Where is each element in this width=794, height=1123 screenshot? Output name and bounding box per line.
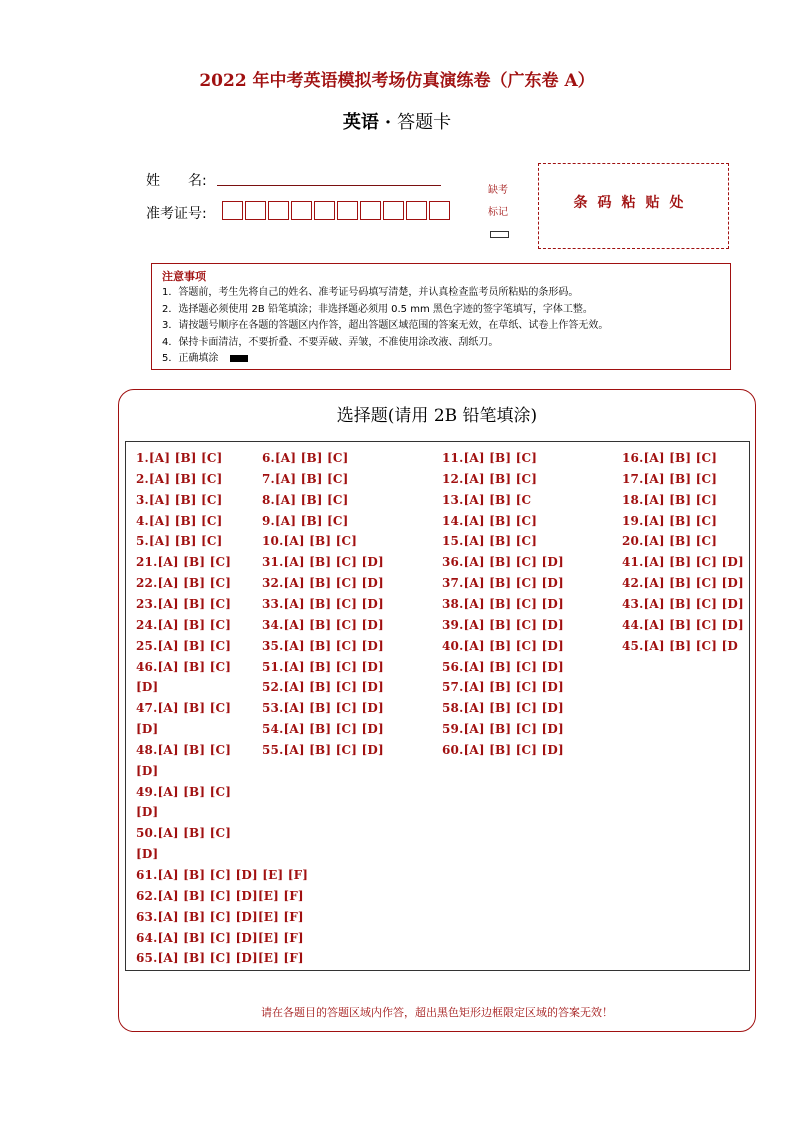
answer-row[interactable]: 5.[A] [B] [C]	[136, 534, 223, 549]
answer-row[interactable]: [D]	[136, 805, 159, 820]
answer-row[interactable]: 21.[A] [B] [C]	[136, 555, 232, 570]
answer-row[interactable]: 33.[A] [B] [C] [D]	[262, 596, 384, 611]
answer-row[interactable]: 58.[A] [B] [C] [D]	[442, 701, 564, 716]
answer-row[interactable]: 57.[A] [B] [C] [D]	[442, 680, 564, 695]
answer-row[interactable]: 46.[A] [B] [C]	[136, 659, 232, 674]
id-digit-box[interactable]	[429, 201, 450, 220]
answer-row[interactable]: 41.[A] [B] [C] [D]	[622, 555, 744, 570]
answer-row[interactable]: 17.[A] [B] [C]	[622, 471, 718, 486]
answer-row[interactable]: 31.[A] [B] [C] [D]	[262, 555, 384, 570]
answer-row[interactable]: 24.[A] [B] [C]	[136, 617, 232, 632]
answer-row[interactable]: 2.[A] [B] [C]	[136, 471, 223, 486]
id-digit-box[interactable]	[268, 201, 289, 220]
answer-row[interactable]: 42.[A] [B] [C] [D]	[622, 576, 744, 591]
id-digit-box[interactable]	[314, 201, 335, 220]
answer-row[interactable]: 51.[A] [B] [C] [D]	[262, 659, 384, 674]
answer-row[interactable]: 32.[A] [B] [C] [D]	[262, 576, 384, 591]
name-label: 姓 名:	[146, 173, 207, 189]
answer-row[interactable]: 40.[A] [B] [C] [D]	[442, 638, 564, 653]
answer-row[interactable]: 4.[A] [B] [C]	[136, 513, 223, 528]
answer-row[interactable]: 50.[A] [B] [C]	[136, 826, 232, 841]
answer-row[interactable]: 62.[A] [B] [C] [D][E] [F]	[136, 888, 304, 903]
answer-row[interactable]: 25.[A] [B] [C]	[136, 638, 232, 653]
absent-label-line2: 标记	[488, 207, 508, 218]
answer-row[interactable]: [D]	[136, 722, 159, 737]
barcode-label: 条码粘贴处	[573, 195, 694, 211]
notice-item	[162, 351, 720, 367]
answer-row[interactable]: [D]	[136, 680, 159, 695]
answer-row[interactable]: 47.[A] [B] [C]	[136, 701, 232, 716]
answer-row[interactable]: 52.[A] [B] [C] [D]	[262, 680, 384, 695]
card-title: 2022 年中考英语模拟考场仿真演练卷（广东卷 A）	[199, 71, 595, 91]
mc-section-title: 选择题(请用 2B 铅笔填涂)	[336, 406, 538, 426]
answer-row[interactable]: 48.[A] [B] [C]	[136, 742, 232, 757]
notice-title: 注意事项	[162, 270, 206, 283]
answer-row[interactable]: 14.[A] [B] [C]	[442, 513, 538, 528]
subtitle-subject: 英语	[342, 112, 379, 133]
answer-row[interactable]: 16.[A] [B] [C]	[622, 451, 718, 465]
multiple-choice-section	[118, 389, 756, 1032]
name-field[interactable]	[217, 185, 441, 186]
answer-row[interactable]: 59.[A] [B] [C] [D]	[442, 722, 564, 737]
id-digit-box[interactable]	[245, 201, 266, 220]
answer-row[interactable]: 43.[A] [B] [C] [D]	[622, 596, 744, 611]
mc-footer-note: 请在各题目的答题区域内作答，超出黑色矩形边框限定区域的答案无效！	[261, 1006, 613, 1019]
answer-row[interactable]: 65.[A] [B] [C] [D][E] [F]	[136, 951, 304, 966]
answer-row[interactable]: 55.[A] [B] [C] [D]	[262, 742, 384, 757]
answer-row[interactable]: [D]	[136, 763, 159, 778]
id-label: 准考证号:	[146, 206, 207, 222]
subtitle-dot: ·	[384, 112, 392, 133]
answer-row[interactable]: 3.[A] [B] [C]	[136, 492, 223, 507]
answer-row[interactable]: 53.[A] [B] [C] [D]	[262, 701, 384, 716]
answer-row[interactable]: 11.[A] [B] [C]	[442, 451, 538, 465]
answer-row[interactable]: 39.[A] [B] [C] [D]	[442, 617, 564, 632]
notice-item: 2．选择题必须使用 2B 铅笔填涂；非选择题必须用 0.5 mm 黑色字迹的签字笔填写，字体工整。	[162, 303, 593, 315]
id-digit-box[interactable]	[360, 201, 381, 220]
answer-row[interactable]: 44.[A] [B] [C] [D]	[622, 617, 744, 632]
answer-row[interactable]: 10.[A] [B] [C]	[262, 534, 358, 549]
notice-item: 4．保持卡面清洁，不要折叠、不要弄破、弄皱，不准使用涂改液、刮纸刀。	[162, 336, 499, 348]
id-number-boxes[interactable]	[222, 201, 452, 220]
answer-row[interactable]: 36.[A] [B] [C] [D]	[442, 555, 564, 570]
notice-box	[151, 263, 731, 370]
answer-row[interactable]: 19.[A] [B] [C]	[622, 513, 718, 528]
absent-mark-label	[482, 180, 514, 224]
answer-row[interactable]: [D]	[136, 847, 159, 862]
id-digit-box[interactable]	[406, 201, 427, 220]
id-digit-box[interactable]	[337, 201, 358, 220]
answer-row[interactable]: 37.[A] [B] [C] [D]	[442, 576, 564, 591]
answer-row[interactable]: 1.[A] [B] [C]	[136, 451, 223, 465]
answer-row[interactable]: 61.[A] [B] [C] [D] [E] [F]	[136, 868, 309, 882]
answer-row[interactable]: 64.[A] [B] [C] [D][E] [F]	[136, 930, 304, 945]
id-digit-box[interactable]	[383, 201, 404, 220]
answer-row[interactable]: 60.[A] [B] [C] [D]	[442, 742, 564, 757]
answer-row[interactable]: 38.[A] [B] [C] [D]	[442, 596, 564, 611]
card-subtitle	[0, 108, 794, 134]
answer-row[interactable]: 20.[A] [B] [C]	[622, 534, 718, 549]
answer-row[interactable]: 18.[A] [B] [C]	[622, 492, 718, 507]
id-digit-box[interactable]	[291, 201, 312, 220]
correct-fill-sample	[230, 355, 248, 362]
answer-row[interactable]: 15.[A] [B] [C]	[442, 534, 538, 549]
answer-row[interactable]: 22.[A] [B] [C]	[136, 576, 232, 591]
answer-row[interactable]: 45.[A] [B] [C] [D	[622, 638, 738, 653]
notice-item: 1．答题前，考生先将自己的姓名、准考证号码填写清楚，并认真检查监考员所粘贴的条形码。	[162, 287, 579, 299]
answer-row[interactable]: 8.[A] [B] [C]	[262, 492, 349, 507]
absent-mark-box[interactable]	[490, 231, 509, 238]
answer-row[interactable]: 63.[A] [B] [C] [D][E] [F]	[136, 909, 304, 924]
mc-answer-grid	[125, 441, 750, 971]
answer-row[interactable]: 13.[A] [B] [C	[442, 492, 532, 507]
barcode-area	[538, 163, 729, 249]
answer-row[interactable]: 6.[A] [B] [C]	[262, 451, 349, 465]
id-digit-box[interactable]	[222, 201, 243, 220]
answer-row[interactable]: 23.[A] [B] [C]	[136, 596, 232, 611]
answer-row[interactable]: 56.[A] [B] [C] [D]	[442, 659, 564, 674]
notice-item-text: 5．正确填涂	[162, 353, 219, 365]
notice-item: 3．请按题号顺序在各题的答题区内作答，超出答题区域范围的答案无效，在草纸、试卷上作答无效。	[162, 320, 609, 332]
answer-row[interactable]: 34.[A] [B] [C] [D]	[262, 617, 384, 632]
answer-row[interactable]: 12.[A] [B] [C]	[442, 471, 538, 486]
absent-label-line1: 缺考	[488, 185, 508, 196]
answer-row[interactable]: 7.[A] [B] [C]	[262, 471, 349, 486]
answer-row[interactable]: 35.[A] [B] [C] [D]	[262, 638, 384, 653]
answer-row[interactable]: 54.[A] [B] [C] [D]	[262, 722, 384, 737]
answer-row[interactable]: 49.[A] [B] [C]	[136, 784, 232, 799]
answer-row[interactable]: 9.[A] [B] [C]	[262, 513, 349, 528]
subtitle-card: 答题卡	[397, 112, 452, 133]
